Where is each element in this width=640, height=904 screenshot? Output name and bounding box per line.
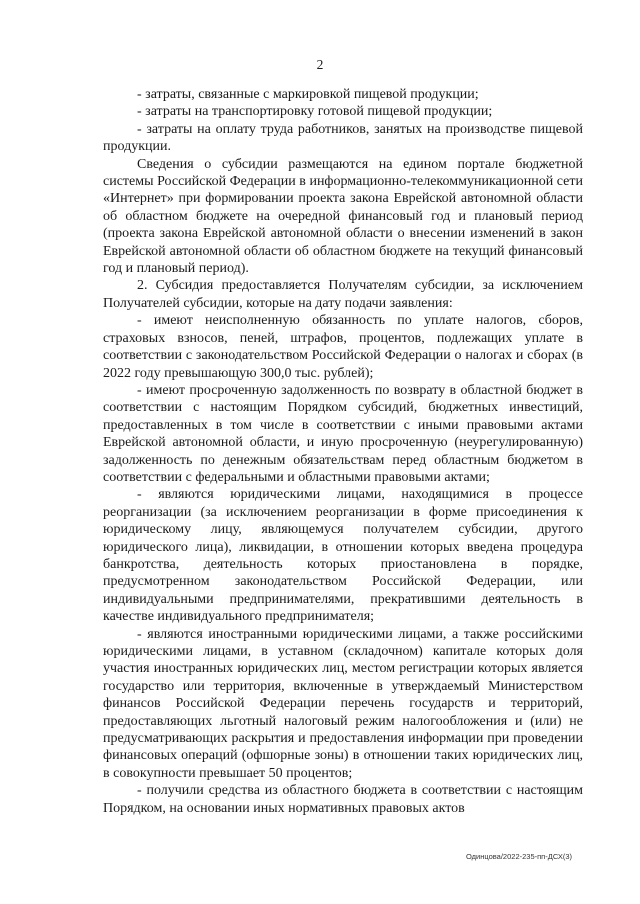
list-item: - являются юридическими лицами, находящимися в процессе реорганизации (за исключением реорганизации в форме присоединения к юридическому лицу, являющемуся получателем субсидии, другого юридического лица), ликвидации, в отношении которых введена процедура банкротства, деятельность которых приостановлена в порядке, предусмотренном законодательством Российской Федерации, или индивидуальными предпринимателями, прекратившими деятельность в качестве индивидуального предпринимателя; [103,487,583,625]
list-item: - являются иностранными юридическими лицами, а также российскими юридическими лицами, в уставном (складочном) капитале которых доля участия иностранных юридических лиц, местом регистрации которых является государство или территория, включенные в утверждаемый Министерством финансов Российской Федерации перечень государств и территорий, предоставляющих льготный налоговый режим налогообложения и (или) не предусматривающих раскрытия и предоставления информации при проведении финансовых операций (офшорные зоны) в отношении таких юридических лиц, в совокупности превышает 50 процентов; [103,626,583,781]
document-body [103,86,583,817]
list-item: - затраты, связанные с маркировкой пищевой продукции; [137,87,479,102]
list-item: - затраты на транспортировку готовой пищевой продукции; [137,104,493,120]
list-item: - имеют неисполненную обязанность по уплате налогов, сборов, страховых взносов, пеней, штрафов, процентов, подлежащих уплате в соответствии с законодательством Российской Федерации о налогах и сборах (в 2022 году превышающую 300,0 тыс. рублей); [103,313,583,381]
paragraph: 2. Субсидия предоставляется Получателям субсидии, за исключением Получателей субсидии, которые на дату подачи заявления: [103,278,583,311]
list-item: - имеют просроченную задолженность по возврату в областной бюджет в соответствии с настоящим Порядком субсидий, бюджетных инвестиций, предоставленных в том числе в соответствии с иными правовыми актами Еврейской автономной области, и иную просроченную (неурегулированную) задолженность по денежным обязательствам перед областным бюджетом в соответствии с федеральными и областными правовыми актами; [103,382,583,485]
page-number: 2 [316,57,324,72]
paragraph: Сведения о субсидии размещаются на едином портале бюджетной системы Российской Федерации в информационно-телекоммуникационной сети «Интернет» при формировании проекта закона Еврейской автономной области об областном бюджете на очередной финансовый год и плановый период (проекта закона Еврейской автономной области о внесении изменений в закон Еврейской автономной области об областном бюджете на текущий финансовый год и плановый период). [103,156,583,277]
document-reference: Одинцова/2022-235-пп-ДСХ(3) [466,852,572,861]
list-item: - получили средства из областного бюджета в соответствии с настоящим Порядком, на основании иных нормативных правовых актов [103,783,583,816]
list-item: - затраты на оплату труда работников, занятых на производстве пищевой продукции. [103,121,583,155]
